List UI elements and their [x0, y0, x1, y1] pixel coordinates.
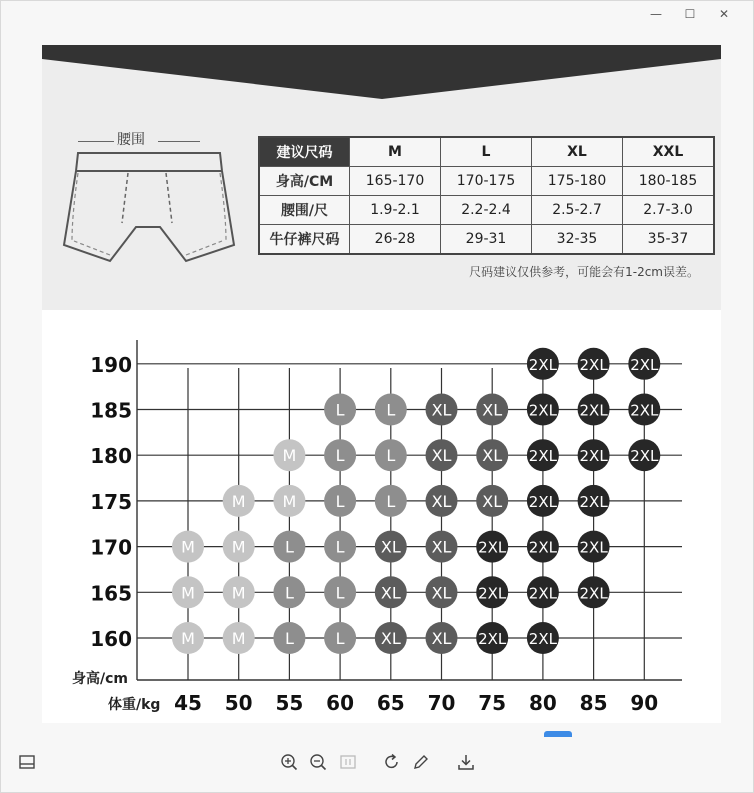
size-dot-label: 2XL	[579, 447, 608, 466]
size-dot-label: 2XL	[630, 401, 659, 420]
size-dot-label: XL	[431, 583, 452, 603]
scroll-indicator[interactable]	[544, 731, 572, 737]
size-dot-label: XL	[380, 583, 401, 603]
height-weight-chart-svg	[42, 310, 721, 723]
size-dot-label: 2XL	[630, 355, 659, 374]
waist-measure-line-left	[78, 141, 114, 142]
table-cell: 2.7-3.0	[623, 196, 715, 225]
size-dot-label: 2XL	[528, 401, 557, 420]
size-dot-label: XL	[380, 537, 401, 557]
size-dot-label: M	[231, 583, 246, 603]
size-dot-label: 2XL	[528, 584, 557, 603]
size-chart-image	[42, 45, 721, 723]
size-dot-label: M	[181, 537, 195, 557]
dark-banner	[42, 45, 721, 99]
size-dot-label: L	[284, 629, 294, 648]
table-cell: 26-28	[350, 225, 441, 255]
size-dot-label: XL	[482, 491, 503, 511]
x-tick-label: 55	[275, 691, 304, 715]
size-dot-label: XL	[380, 629, 401, 648]
table-cell: 2.5-2.7	[532, 196, 623, 225]
close-button[interactable]: ✕	[718, 7, 730, 21]
waist-measure-line-right	[158, 141, 200, 142]
edit-icon[interactable]	[410, 751, 432, 773]
table-cell: 165-170	[350, 167, 441, 196]
size-dot-label: 2XL	[528, 447, 557, 466]
waist-label: 腰围	[117, 132, 145, 148]
size-dot-label: 2XL	[478, 630, 507, 648]
table-cell: 170-175	[441, 167, 532, 196]
viewer-toolbar	[1, 743, 754, 779]
size-dot-label: L	[335, 537, 345, 557]
size-dot-label: L	[335, 446, 345, 466]
table-header-row	[259, 137, 714, 167]
size-dot-label: M	[282, 446, 297, 466]
size-dot-label: 2XL	[478, 584, 507, 603]
size-dot-label: L	[335, 583, 345, 603]
size-dot-label: L	[335, 629, 345, 648]
size-dot-label: L	[335, 491, 345, 511]
size-dot-label: M	[181, 629, 195, 648]
panel-icon[interactable]	[16, 751, 38, 773]
table-cell: 175-180	[532, 167, 623, 196]
size-dot-label: M	[181, 583, 195, 603]
y-tick-label: 170	[90, 535, 132, 560]
size-dot-label: 2XL	[528, 630, 557, 648]
table-cell: 2.2-2.4	[441, 196, 532, 225]
size-dot-label: 2XL	[528, 538, 557, 557]
size-dot-label: 2XL	[579, 538, 608, 557]
window-controls	[639, 5, 741, 23]
zoom-out-icon[interactable]	[307, 751, 329, 773]
x-tick-label: 80	[528, 691, 557, 715]
y-tick-label: 190	[90, 352, 132, 377]
y-tick-label: 160	[90, 627, 132, 651]
row-label: 身高/CM	[259, 167, 350, 196]
actual-size-icon[interactable]	[337, 751, 359, 773]
boxer-shorts-icon	[62, 145, 242, 275]
size-dot-label: XL	[431, 400, 452, 420]
y-tick-label: 175	[90, 489, 132, 514]
x-axis-label: 体重/kg	[108, 697, 161, 713]
y-tick-label: 165	[90, 581, 132, 606]
row-label: 牛仔裤尺码	[259, 225, 350, 255]
size-dot-label: XL	[431, 537, 452, 557]
x-tick-label: 75	[478, 691, 507, 715]
size-dot-label: 2XL	[579, 355, 608, 374]
rotate-icon[interactable]	[381, 751, 403, 773]
table-cell: 180-185	[623, 167, 715, 196]
size-dot-label: XL	[431, 446, 452, 466]
size-note: 尺码建议仅供参考，可能会有1-2cm误差。	[469, 265, 699, 279]
table-cell: 1.9-2.1	[350, 196, 441, 225]
size-dot-label: M	[231, 629, 246, 648]
table-row	[259, 225, 714, 255]
x-tick-label: 65	[376, 691, 405, 715]
y-axis-label: 身高/cm	[72, 671, 128, 687]
size-dot-label: L	[284, 583, 294, 603]
size-dot-label: 2XL	[579, 401, 608, 420]
y-tick-label: 185	[90, 398, 132, 423]
size-dot-label: XL	[431, 491, 452, 511]
x-tick-label: 85	[579, 691, 608, 715]
height-weight-chart	[42, 310, 721, 723]
zoom-in-icon[interactable]	[278, 751, 300, 773]
table-cell: 35-37	[623, 225, 715, 255]
size-dot-label: M	[231, 537, 246, 557]
size-table-panel	[42, 45, 721, 310]
size-header-xl: XL	[532, 137, 623, 167]
size-dot-label: M	[282, 491, 297, 511]
size-header-xxl: XXL	[623, 137, 715, 167]
size-dot-label: XL	[431, 629, 452, 648]
x-tick-label: 70	[427, 691, 456, 715]
table-cell: 32-35	[532, 225, 623, 255]
size-dot-label: 2XL	[579, 584, 608, 603]
minimize-button[interactable]: —	[650, 7, 662, 21]
table-row	[259, 196, 714, 225]
size-dot-label: L	[386, 446, 396, 466]
size-dot-label: 2XL	[528, 355, 557, 374]
size-table	[258, 136, 715, 255]
size-dot-label: 2XL	[630, 447, 659, 466]
size-dot-label: L	[335, 400, 345, 420]
download-icon[interactable]	[455, 751, 477, 773]
size-dot-label: L	[284, 537, 294, 557]
x-tick-label: 60	[326, 691, 355, 715]
size-header-m: M	[350, 137, 441, 167]
size-header-l: L	[441, 137, 532, 167]
x-tick-label: 90	[630, 691, 659, 715]
table-cell: 29-31	[441, 225, 532, 255]
size-dot-label: 2XL	[528, 492, 557, 511]
size-dot-label: XL	[482, 400, 503, 420]
maximize-button[interactable]: ☐	[684, 7, 696, 21]
x-tick-label: 50	[224, 691, 253, 715]
x-tick-label: 45	[174, 691, 202, 715]
size-dot-label: M	[231, 491, 246, 511]
size-dot-label: 2XL	[579, 492, 608, 511]
size-dot-label: L	[386, 400, 396, 420]
table-row	[259, 167, 714, 196]
size-dot-label: L	[386, 491, 396, 511]
row-label: 腰围/尺	[259, 196, 350, 225]
table-corner-cell: 建议尺码	[259, 137, 350, 167]
y-tick-label: 180	[90, 444, 132, 469]
size-dot-label: 2XL	[478, 538, 507, 557]
size-dot-label: XL	[482, 446, 503, 466]
